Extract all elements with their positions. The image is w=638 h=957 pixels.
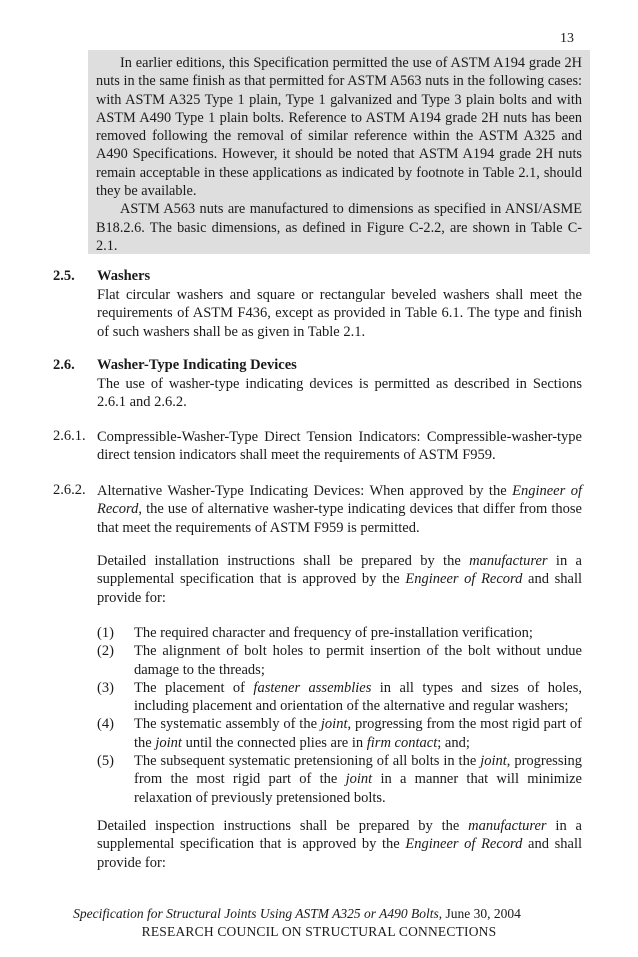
text-run: in all types and sizes of holes, including placement and orientation of the alternative and regular washers; (134, 679, 583, 715)
text-run: and shall provide for: (97, 836, 583, 871)
text-run: Alternative Washer-Type Indicating Devices: When approved by the (97, 483, 513, 499)
footer-organization: RESEARCH COUNCIL ON STRUCTURAL CONNECTIONS (141, 924, 497, 939)
text-run: Detailed inspection instructions shall be prepared by the (97, 818, 469, 834)
defined-term: fastener assemblies (253, 679, 372, 696)
commentary-box (88, 50, 590, 254)
defined-term: joint (480, 753, 507, 770)
text-run: , progressing from the most rigid part of the (134, 716, 582, 751)
list-item (97, 679, 582, 716)
defined-term: firm contact (366, 734, 438, 751)
section-body (97, 428, 582, 465)
paragraph: Compressible-Washer-Type Direct Tension Indicators: Compressible-washer-type direct tension indicators shall meet the requirements of ASTM F959. (97, 429, 582, 464)
text-run: The subsequent systematic pretensioning of all bolts in the (134, 753, 481, 770)
list-item (97, 715, 582, 752)
list-number: (2) (97, 643, 114, 660)
text-run: in a manner that will minimize relaxation of previously pretensioned bolts. (134, 771, 582, 806)
text-run: until the connected plies are in (181, 734, 367, 751)
list-number: (1) (97, 625, 114, 641)
section-number: 2.6.2. (53, 482, 86, 498)
text-run: in a supplemental specification that is approved by the (97, 553, 582, 588)
section-body (97, 482, 582, 537)
section-number: 2.5. (53, 268, 75, 284)
list-item (97, 752, 582, 807)
defined-term: joint (155, 734, 182, 751)
text-run: ; and; (437, 734, 470, 751)
paragraph (97, 482, 582, 537)
defined-term: Engineer of Record (97, 483, 582, 518)
defined-term: manufacturer (469, 553, 548, 569)
section-number: 2.6.1. (53, 428, 86, 444)
inspection-paragraph (97, 817, 582, 872)
defined-term: Engineer of Record (405, 571, 523, 588)
footer-date: , June 30, 2004 (438, 906, 521, 921)
list-text: The alignment of bolt holes to permit insertion of the bolt without undue damage to the threads; (134, 643, 582, 678)
footer-title-text: Specification for Structural Joints Using ASTM A325 or A490 Bolts (73, 906, 439, 921)
list-item (97, 642, 582, 679)
text-run: Detailed installation instructions shall be prepared by the (97, 553, 470, 569)
defined-term: manufacturer (468, 818, 547, 834)
paragraph: The use of washer-type indicating devices is permitted as described in Sections 2.6.1 and 2.6.2. (97, 376, 582, 411)
list-item (97, 624, 582, 642)
defined-term: joint (345, 771, 373, 788)
list-number: (4) (97, 716, 114, 733)
paragraph (97, 552, 582, 607)
text-run: The systematic assembly of the (134, 716, 321, 733)
list-number: (5) (97, 753, 114, 770)
requirements-list (97, 624, 582, 807)
commentary-paragraph: ASTM A563 nuts are manufactured to dimensions as specified in ANSI/ASME B18.2.6. The basic dimensions, as defined in Figure C-2.2, are shown in Table C-2.1. (96, 201, 582, 254)
section-title: Washers (97, 268, 151, 284)
list-text: The required character and frequency of pre-installation verification; (134, 625, 533, 641)
paragraph (97, 817, 582, 872)
text-run: , progressing from the most rigid part of the (134, 753, 582, 788)
list-number: (3) (97, 679, 114, 696)
text-run: , the use of alternative washer-type indicating devices that differ from those that meet the requirements of ASTM F959 is permitted. (97, 501, 582, 536)
section-number: 2.6. (53, 357, 75, 373)
footer-title (0, 906, 616, 922)
section-body (97, 375, 582, 412)
page-number: 13 (560, 31, 574, 46)
section-title: Washer-Type Indicating Devices (97, 357, 297, 373)
text-run: and shall provide for: (97, 571, 583, 606)
section-body (97, 286, 582, 341)
commentary-paragraph: In earlier editions, this Specification permitted the use of ASTM A194 grade 2H nuts in the same finish as that permitted for ASTM A563 nuts in the following cases: with ASTM A325 Type 1 plain, Type 1 galvanized and Type 3 plain bolts and with ASTM A490 Type 1 plain bolts. Reference to ASTM A194 grade 2H nuts has been removed following the removal of similar reference within the ASTM A325 and A490 Specifications. However, it should be noted that ASTM A194 grade 2H nuts remain acceptable in these applications as indicated by footnote in Table 2.1, should they be available. (96, 55, 582, 200)
text-run: in a supplemental specification that is approved by the (97, 818, 582, 853)
paragraph: Flat circular washers and square or rectangular beveled washers shall meet the requirements of ASTM F436, except as provided in Table 6.1. The type and finish of such washers shall be as given in Table 2.1. (97, 287, 582, 340)
text-run: The placement of (134, 679, 254, 696)
defined-term: joint (320, 716, 348, 733)
installation-paragraph (97, 552, 582, 607)
defined-term: Engineer of Record (405, 836, 523, 853)
